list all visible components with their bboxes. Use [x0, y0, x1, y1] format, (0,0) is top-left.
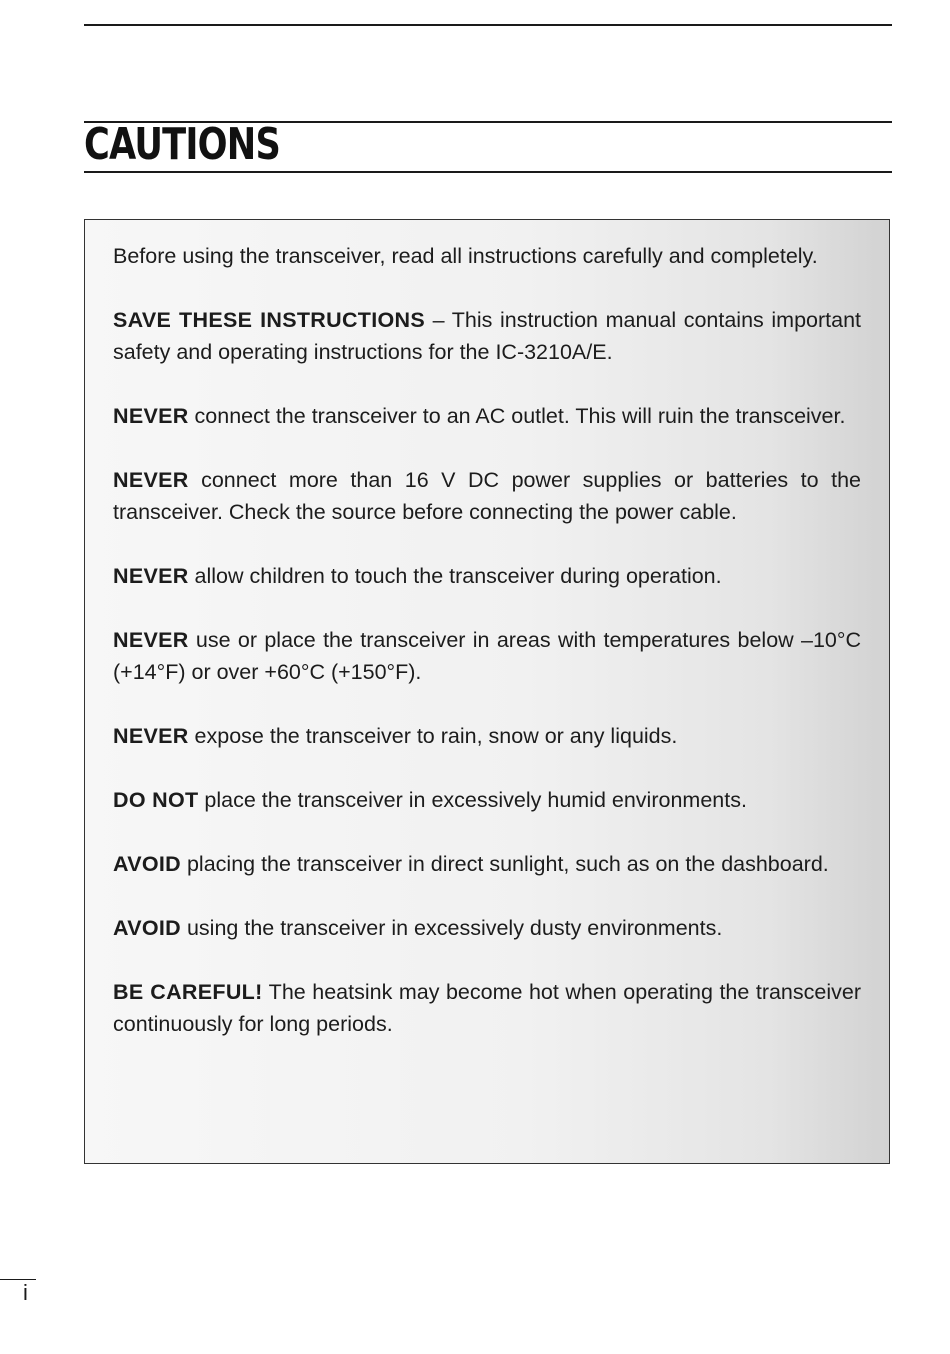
- caution-text: placing the transceiver in direct sunlight, such as on the dashboard.: [181, 852, 829, 876]
- caution-item: [113, 304, 861, 368]
- caution-keyword: NEVER: [113, 404, 189, 428]
- caution-keyword: NEVER: [113, 564, 189, 588]
- caution-text: using the transceiver in excessively dusty environments.: [181, 916, 723, 940]
- caution-item: [113, 976, 861, 1040]
- caution-text: place the transceiver in excessively humid environments.: [198, 788, 747, 812]
- caution-keyword: NEVER: [113, 628, 189, 652]
- caution-keyword: AVOID: [113, 916, 181, 940]
- caution-item: [113, 624, 861, 688]
- caution-text: expose the transceiver to rain, snow or any liquids.: [188, 724, 678, 748]
- caution-item: [113, 464, 861, 528]
- caution-text: use or place the transceiver in areas with temperatures below –10°C (+14°F) or over +60°C (+150°F).: [113, 628, 861, 684]
- caution-keyword: BE CAREFUL!: [113, 980, 263, 1004]
- title-bottom-rule: [84, 171, 892, 173]
- caution-text: connect the transceiver to an AC outlet. This will ruin the transceiver.: [188, 404, 846, 428]
- page-number-rule: [0, 1279, 36, 1280]
- caution-item: [113, 848, 861, 880]
- caution-item: [113, 560, 861, 592]
- caution-keyword: NEVER: [113, 724, 189, 748]
- caution-text: – This instruction manual contains important safety and operating instructions for the IC-3210A/E.: [113, 308, 862, 364]
- caution-item: [113, 240, 861, 272]
- caution-keyword: SAVE THESE INSTRUCTIONS: [113, 308, 425, 332]
- caution-keyword: AVOID: [113, 852, 181, 876]
- caution-text: Before using the transceiver, read all instructions carefully and completely.: [113, 244, 818, 268]
- caution-item: [113, 912, 861, 944]
- cautions-box: [84, 219, 890, 1164]
- caution-item: [113, 400, 861, 432]
- caution-item: [113, 720, 861, 752]
- page-title: CAUTIONS: [84, 119, 281, 170]
- caution-item: [113, 784, 861, 816]
- caution-text: connect more than 16 V DC power supplies or batteries to the transceiver. Check the source before connecting the power cable.: [113, 468, 861, 524]
- top-rule: [84, 24, 892, 26]
- caution-text: allow children to touch the transceiver during operation.: [188, 564, 722, 588]
- caution-keyword: DO NOT: [113, 788, 199, 812]
- page-number: i: [23, 1280, 28, 1305]
- caution-keyword: NEVER: [113, 468, 189, 492]
- caution-text: The heatsink may become hot when operating the transceiver continuously for long periods.: [113, 980, 861, 1036]
